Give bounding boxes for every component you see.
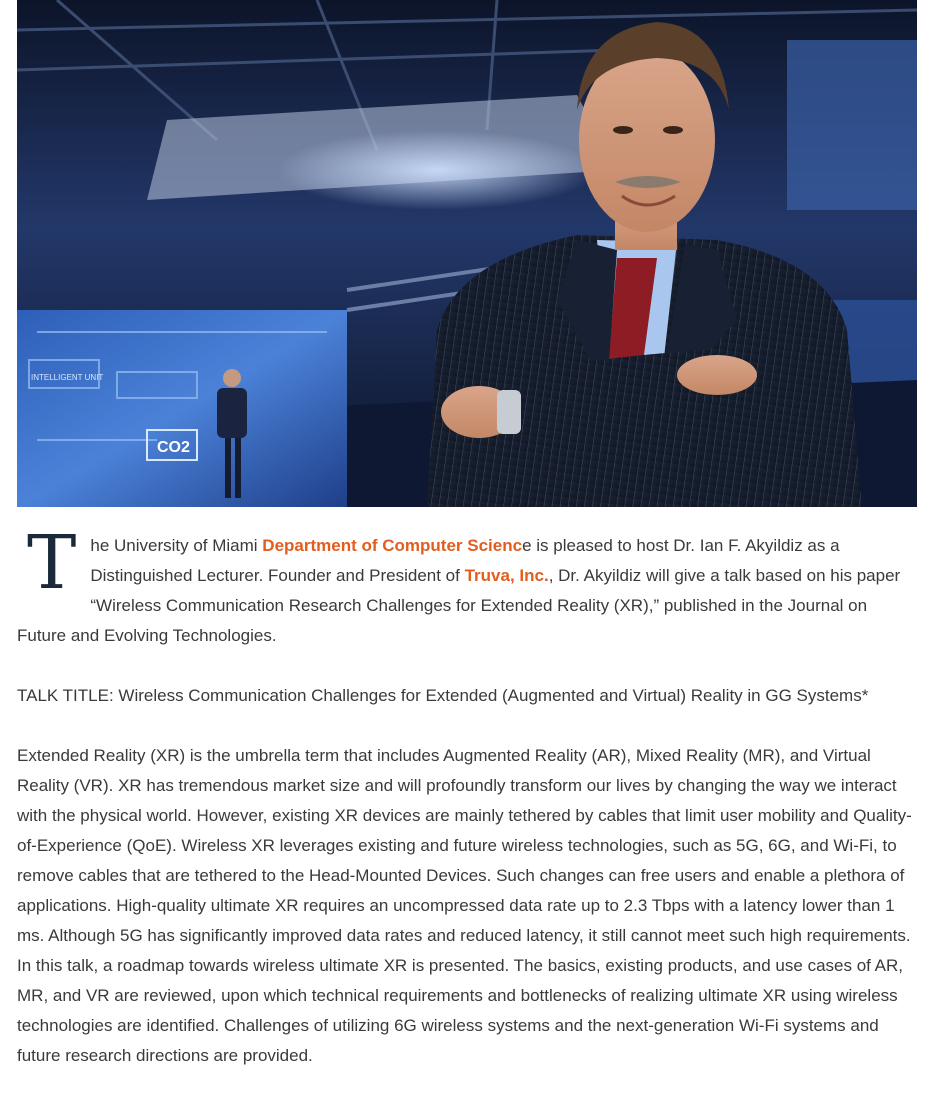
dropcap-letter: T <box>27 520 77 606</box>
department-link[interactable]: Department of Computer Scienc <box>262 536 523 555</box>
screen-text-co2: CO2 <box>157 439 190 456</box>
intro-text-1: he University of Miami <box>90 536 263 555</box>
studio-photo <box>17 0 917 507</box>
intro-text-2: e is pleased to host Dr. Ian F. Akyildiz as a Distinguished Lecturer. Founder and President of <box>90 536 840 585</box>
abstract-paragraph: Extended Reality (XR) is the umbrella term that includes Augmented Reality (AR), Mixed Reality (MR), and Virtual Reality (VR). XR has tremendous market size and will profoundly transform our lives by changing the way we interact with the physical world. However, existing XR devices are mainly tethered by cables that limit user mobility and Quality-of-Experience (QoE). Wireless XR leverages existing and future wireless technologies, such as 5G, 6G, and Wi-Fi, to remove cables that are tethered to the Head-Mounted Devices. Such changes can free users and enable a plethora of applications. High-quality ultimate XR requires an uncompressed data rate up to 2.3 Tbps with a latency lower than 1 ms. Although 5G has significantly improved data rates and reduced latency, it still cannot meet such high requirements. In this talk, a roadmap towards wireless ultimate XR is presented. The basics, existing products, and use cases of AR, MR, and VR are reviewed, upon which technical requirements and bottlenecks of realizing ultimate XR using wireless technologies are identified. Challenges of utilizing 6G wireless systems and the next-generation Wi-Fi systems and future research directions are provided. <box>17 746 912 1065</box>
intro-paragraph <box>17 520 917 651</box>
hero-image <box>17 0 917 507</box>
intro-text-3: , Dr. Akyildiz will give a talk based on his paper “Wireless Communication Research Challenges for Extended Reality (XR),” published in the Journal on Future and Evolving Technologies. <box>17 566 901 645</box>
screen-text-intelligent-unit: INTELLIGENT UNIT <box>31 373 104 382</box>
talk-title: TALK TITLE: Wireless Communication Challenges for Extended (Augmented and Virtual) Reality in GG Systems* <box>17 686 869 705</box>
article-body <box>17 520 917 1101</box>
truva-link[interactable]: Truva, Inc. <box>464 566 549 585</box>
